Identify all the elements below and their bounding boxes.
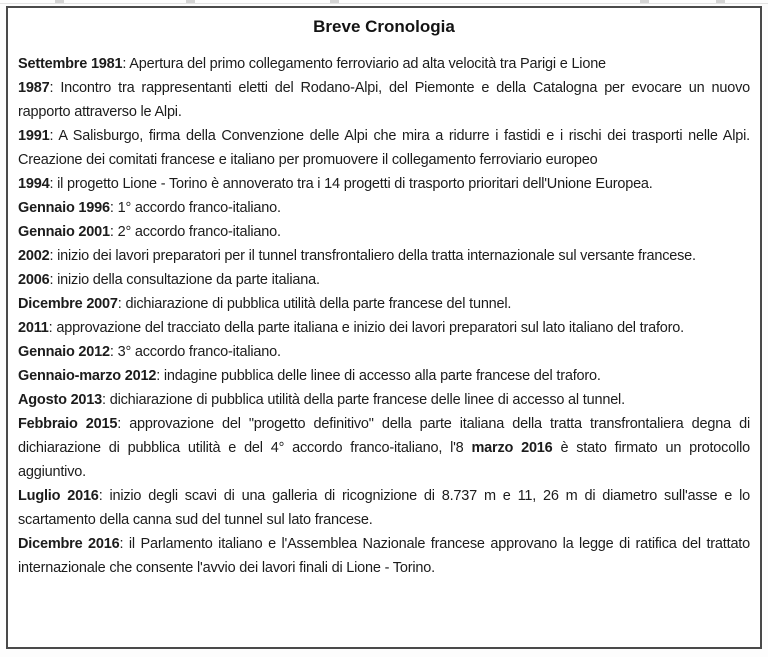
entry-text: 2° accordo franco-italiano. — [117, 224, 281, 240]
entry-text: dichiarazione di pubblica utilità della parte francese delle linee di accesso al tunnel. — [109, 392, 625, 408]
entry-text: approvazione del tracciato della parte italiana e inizio dei lavori preparatori sul lato italiano del traforo. — [56, 320, 684, 336]
top-edge-tick — [330, 0, 339, 3]
chronology-entry: Dicembre 2016: il Parlamento italiano e l'Assemblea Nazionale francese approvano la legge di ratifica del trattato internazionale che consente l'avvio dei lavori finali di Lione - Torino. — [18, 536, 750, 576]
entry-text: è stato firmato un protocollo aggiuntivo. — [18, 440, 750, 480]
entry-date-label: Dicembre 2016 — [18, 536, 120, 552]
chronology-entries — [18, 52, 750, 580]
entry-date-label: 2002 — [18, 248, 50, 264]
chronology-entry: Febbraio 2015: approvazione del "progetto definitivo" della parte italiana della tratta transfrontaliera degna di dichiarazione di pubblica utilità e del 4° accordo franco-italiano, l'8 marzo 2016 è stato firmato un protocollo aggiuntivo. — [18, 416, 750, 480]
top-edge-artifact — [0, 0, 768, 4]
entry-date-label: Gennaio 1996 — [18, 200, 110, 216]
chronology-entry: Gennaio 1996: 1° accordo franco-italiano. — [18, 200, 281, 216]
top-edge-tick — [716, 0, 725, 3]
entry-date-label: Gennaio-marzo 2012 — [18, 368, 157, 384]
chronology-entry: Gennaio 2001: 2° accordo franco-italiano. — [18, 224, 281, 240]
chronology-entry: 2011: approvazione del tracciato della parte italiana e inizio dei lavori preparatori sul lato italiano del traforo. — [18, 320, 684, 336]
entry-text: il progetto Lione - Torino è annoverato tra i 14 progetti di trasporto prioritari dell'Unione Europea. — [57, 176, 653, 192]
page-title: Breve Cronologia — [313, 17, 455, 36]
entry-text: dichiarazione di pubblica utilità della parte francese del tunnel. — [125, 296, 512, 312]
top-edge-tick — [55, 0, 64, 3]
top-edge-tick — [186, 0, 195, 3]
entry-text: 3° accordo franco-italiano. — [117, 344, 281, 360]
entry-date-label: 2006 — [18, 272, 50, 288]
chronology-entry: Gennaio-marzo 2012: indagine pubblica delle linee di accesso alla parte francese del traforo. — [18, 368, 601, 384]
top-edge-tick — [640, 0, 649, 3]
entry-date-label: 1991 — [18, 128, 50, 144]
chronology-box — [6, 6, 762, 649]
entry-text: Apertura del primo collegamento ferroviario ad alta velocità tra Parigi e Lione — [129, 56, 606, 72]
entry-text: il Parlamento italiano e l'Assemblea Nazionale francese approvano la legge di ratifica del trattato internazionale che consente l'avvio dei lavori finali di Lione - Torino. — [18, 536, 750, 576]
entry-text: approvazione del "progetto definitivo" della parte italiana della tratta transfrontaliera degna di dichiarazione di pubblica utilità e del 4° accordo franco-italiano, l'8 — [18, 416, 750, 456]
entry-date-label: Luglio 2016 — [18, 488, 99, 504]
entry-date-label: Dicembre 2007 — [18, 296, 118, 312]
chronology-entry: Settembre 1981: Apertura del primo collegamento ferroviario ad alta velocità tra Parigi e Lione — [18, 56, 606, 72]
chronology-entry: Gennaio 2012: 3° accordo franco-italiano. — [18, 344, 281, 360]
chronology-entry: 1987: Incontro tra rappresentanti eletti del Rodano-Alpi, del Piemonte e della Catalogna per evocare un nuovo rapporto attraverso le Alpi. — [18, 80, 750, 120]
entry-date-label: Settembre 1981 — [18, 56, 123, 72]
chronology-entry: 2002: inizio dei lavori preparatori per il tunnel transfrontaliero della tratta internazionale sul versante francese. — [18, 248, 696, 264]
entry-date-label: 1987 — [18, 80, 50, 96]
entry-text: Incontro tra rappresentanti eletti del Rodano-Alpi, del Piemonte e della Catalogna per evocare un nuovo rapporto attraverso le Alpi. — [18, 80, 750, 120]
entry-text: inizio degli scavi di una galleria di ricognizione di 8.737 m e 11, 26 m di diametro sull'asse e lo scartamento della canna sud del tunnel sul lato francese. — [18, 488, 750, 528]
chronology-entry: Agosto 2013: dichiarazione di pubblica utilità della parte francese delle linee di accesso al tunnel. — [18, 392, 625, 408]
chronology-entry: 2006: inizio della consultazione da parte italiana. — [18, 272, 320, 288]
entry-text: inizio della consultazione da parte italiana. — [57, 272, 320, 288]
chronology-entry: Luglio 2016: inizio degli scavi di una galleria di ricognizione di 8.737 m e 11, 26 m di diametro sull'asse e lo scartamento della canna sud del tunnel sul lato francese. — [18, 488, 750, 528]
entry-text: A Salisburgo, firma della Convenzione delle Alpi che mira a ridurre i fastidi e i rischi dei trasporti nelle Alpi. Creazione dei comitati francese e italiano per promuovere il collegamento ferroviario europeo — [18, 128, 751, 168]
entry-text: indagine pubblica delle linee di accesso alla parte francese del traforo. — [163, 368, 601, 384]
entry-date-label: Agosto 2013 — [18, 392, 103, 408]
entry-text: inizio dei lavori preparatori per il tunnel transfrontaliero della tratta internazionale sul versante francese. — [57, 248, 696, 264]
entry-date-label: Gennaio 2001 — [18, 224, 110, 240]
chronology-entry: 1994: il progetto Lione - Torino è annoverato tra i 14 progetti di trasporto prioritari dell'Unione Europea. — [18, 176, 653, 192]
entry-text: 1° accordo franco-italiano. — [117, 200, 281, 216]
entry-date-label: Gennaio 2012 — [18, 344, 110, 360]
entry-date-label: 1994 — [18, 176, 50, 192]
entry-date-label: 2011 — [18, 320, 49, 336]
entry-date-label: Febbraio 2015 — [18, 416, 118, 432]
chronology-entry: Dicembre 2007: dichiarazione di pubblica utilità della parte francese del tunnel. — [18, 296, 512, 312]
chronology-entry: 1991: A Salisburgo, firma della Convenzione delle Alpi che mira a ridurre i fastidi e i rischi dei trasporti nelle Alpi. Creazione dei comitati francese e italiano per promuovere il collegamento ferroviario europeo — [18, 128, 751, 168]
entry-bold-text: marzo 2016 — [471, 440, 553, 456]
